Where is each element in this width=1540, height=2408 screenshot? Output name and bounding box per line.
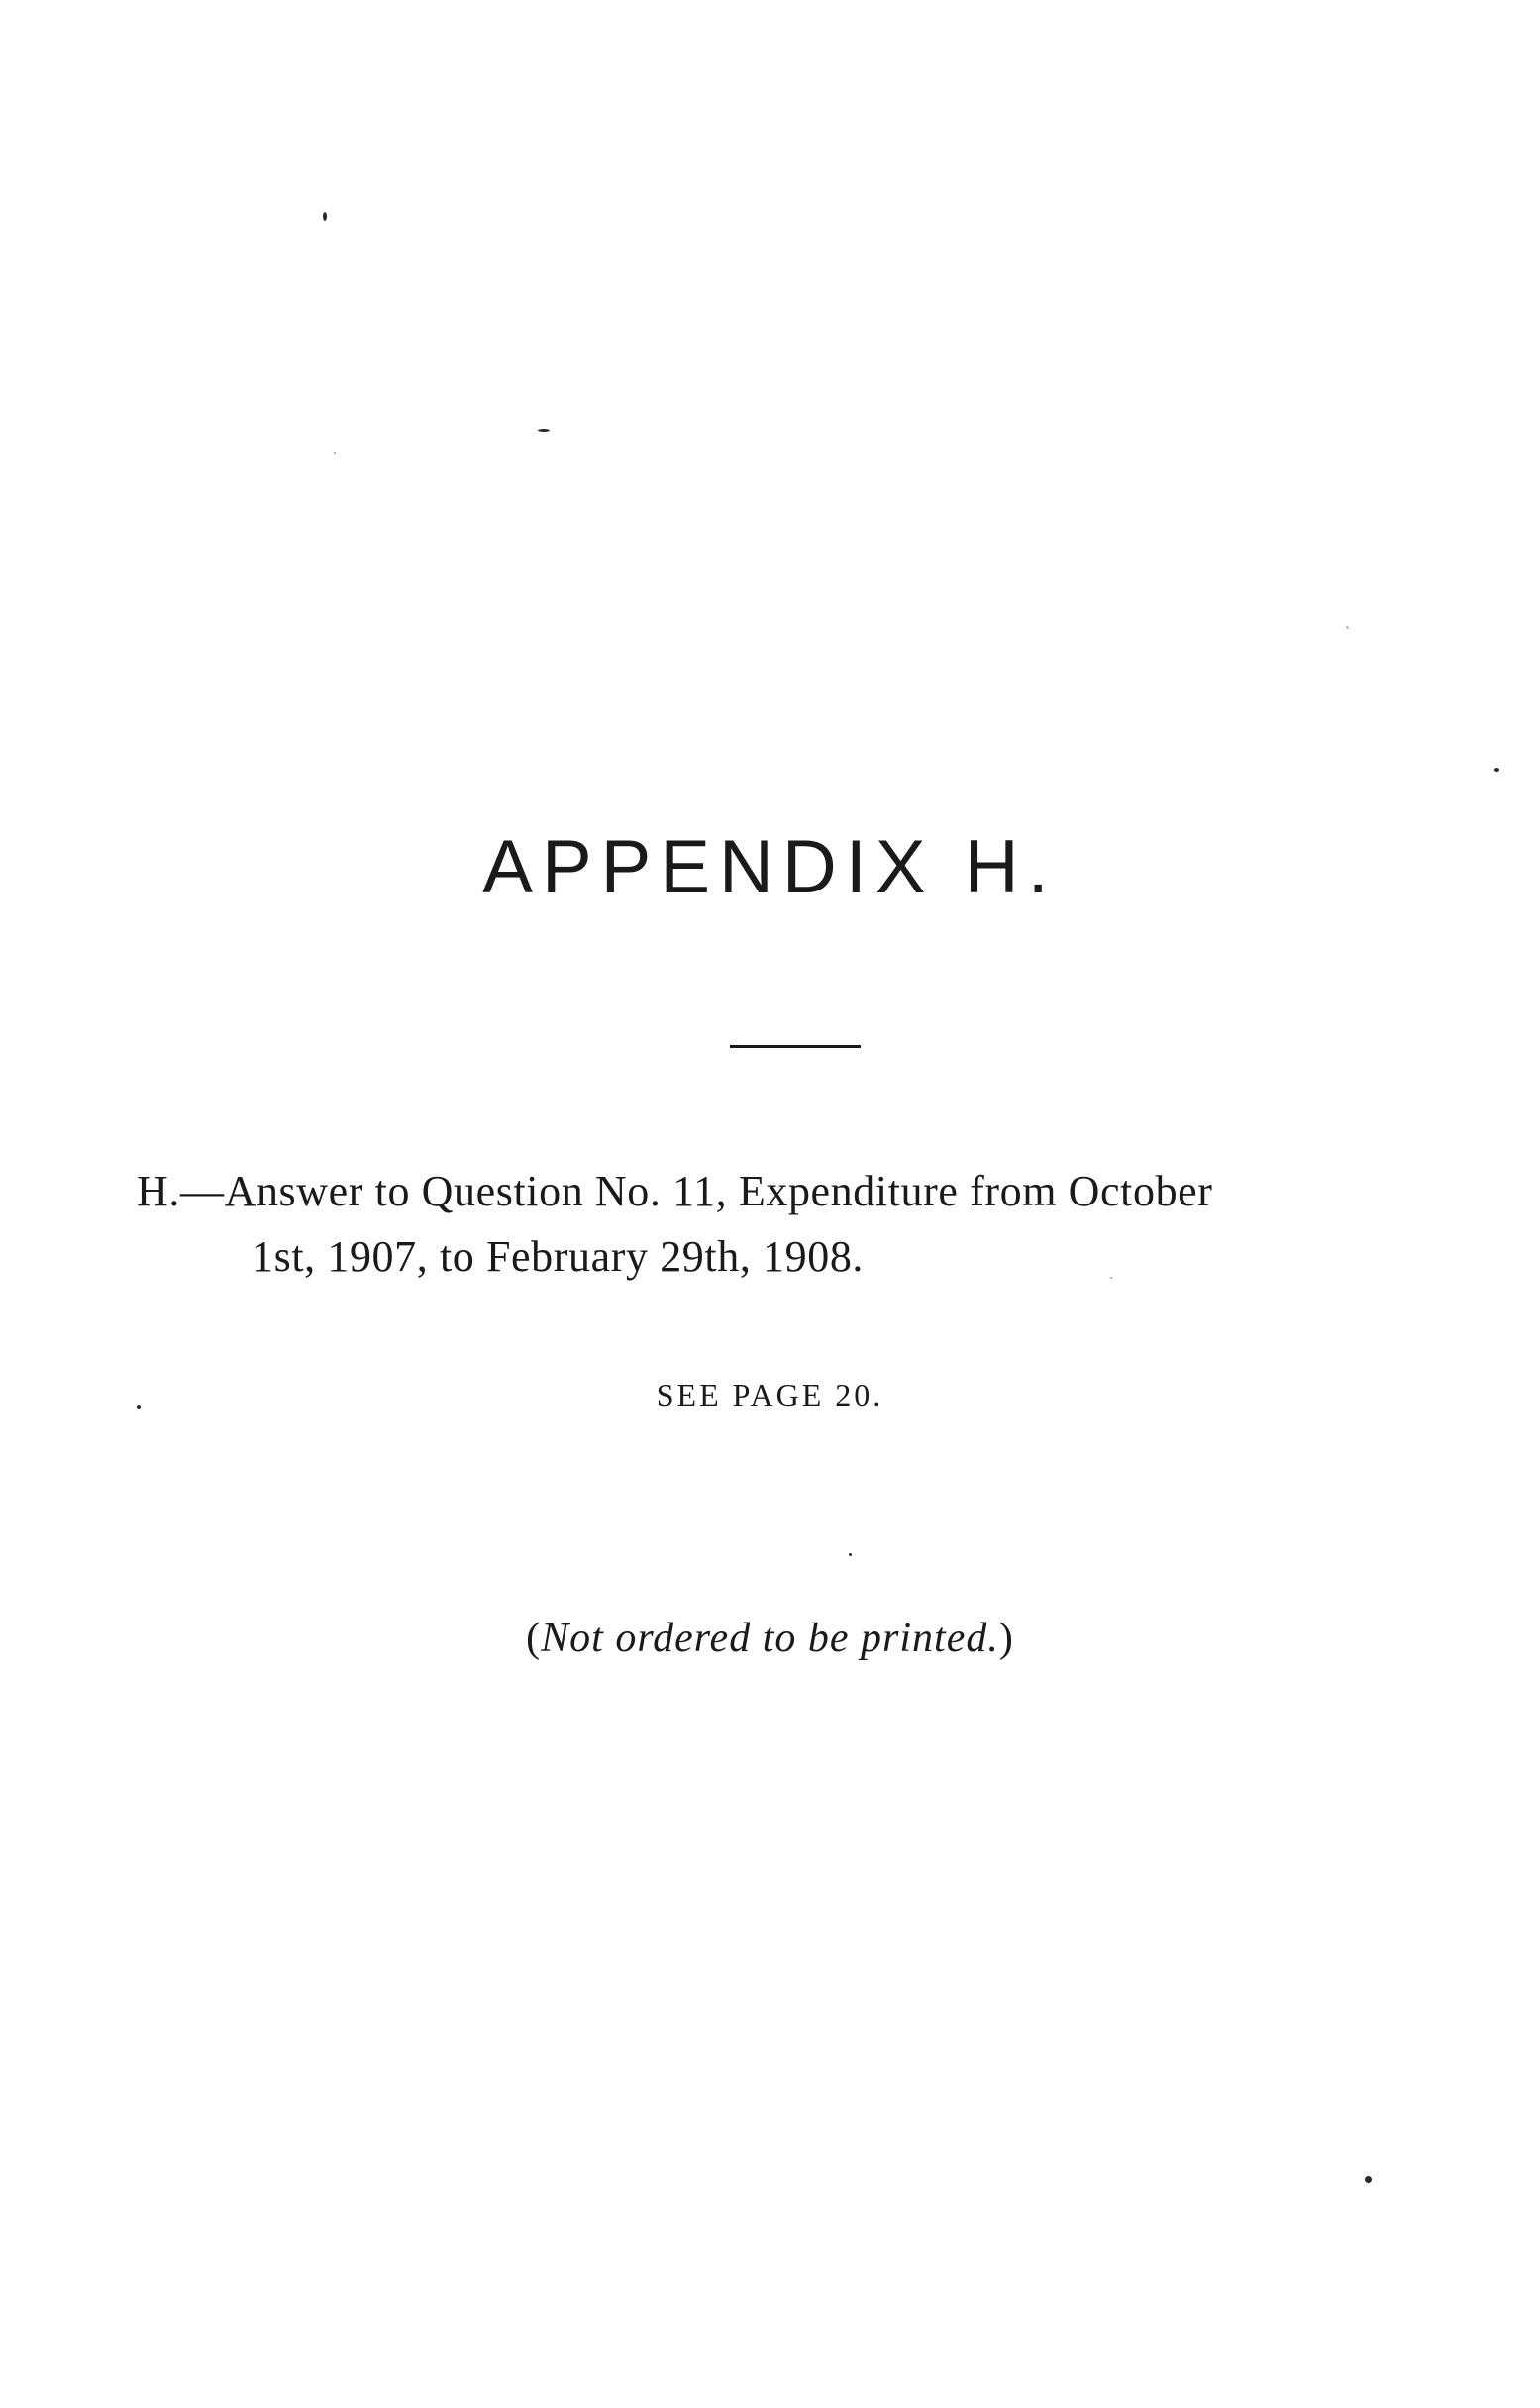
- scan-speck: [538, 429, 550, 432]
- heading-line-2: 1st, 1907, to February 29th, 1908.: [252, 1232, 865, 1281]
- note-open-paren: (: [526, 1616, 542, 1661]
- heading-line-1: H.—Answer to Question No. 11, Expenditure from October: [137, 1167, 1213, 1215]
- note-text: Not ordered to be printed.: [541, 1616, 999, 1661]
- scan-speck: [1346, 626, 1349, 629]
- scan-speck: [1110, 1277, 1112, 1279]
- scan-speck: [334, 452, 336, 454]
- scan-speck: [1494, 768, 1499, 772]
- see-page-reference: SEE PAGE 20.: [656, 1377, 884, 1413]
- scan-speck: [323, 212, 327, 221]
- title-rule: [730, 1045, 861, 1048]
- scan-speck: [849, 1553, 852, 1556]
- appendix-heading: [137, 1159, 1469, 1290]
- printing-note: [0, 1618, 1540, 1659]
- scan-speck: [137, 1405, 141, 1409]
- scan-speck: [1365, 2176, 1372, 2183]
- note-close-paren: ): [998, 1616, 1014, 1661]
- appendix-title: APPENDIX H.: [482, 825, 1058, 909]
